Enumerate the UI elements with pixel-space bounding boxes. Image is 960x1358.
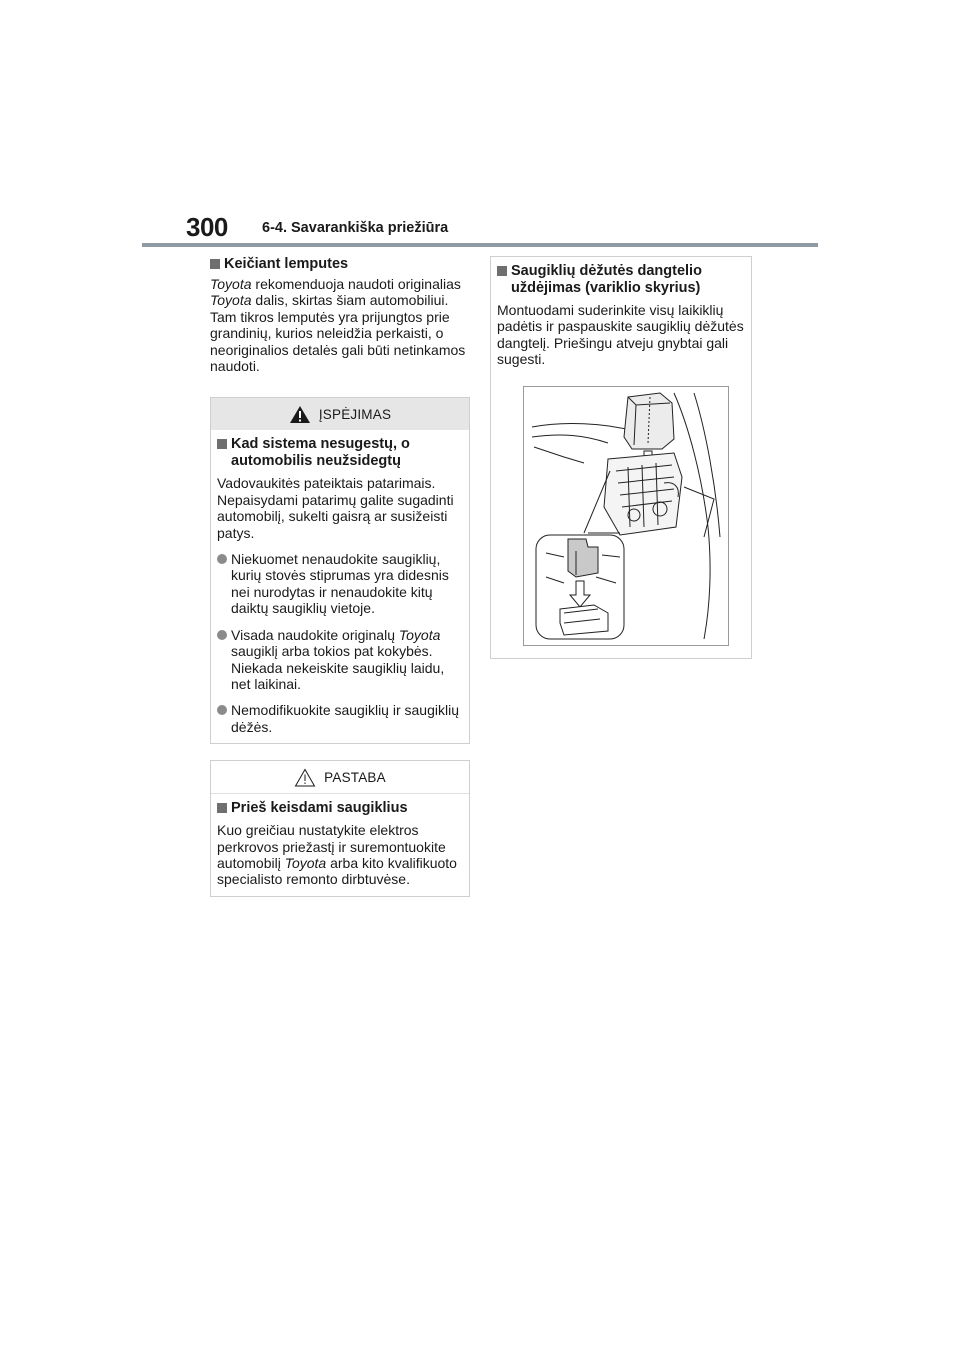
list-item <box>217 627 463 693</box>
intro-text: dalis, skirtas šiam automobiliui. Tam tikros lemputės yra prijungtos prie grandinių, kurios neleidžia perkaisti, o neoriginalios detalės gali būti netinkamos naudoti. <box>210 292 466 375</box>
notice-box <box>210 760 470 897</box>
left-column <box>210 256 470 897</box>
notice-subheading <box>217 800 463 817</box>
notice-body <box>211 794 469 896</box>
list-item <box>217 702 463 735</box>
square-bullet-icon <box>217 803 227 813</box>
bullet-text-part: Visada naudokite originalų <box>231 626 399 643</box>
caution-triangle-icon <box>294 768 316 787</box>
section-heading-fuse-cover <box>497 263 745 297</box>
list-item <box>217 551 463 617</box>
notice-subtitle: Prieš keisdami saugiklius <box>231 800 408 817</box>
fuse-cover-text: Montuodami suderinkite visų laikiklių padėtis ir paspauskite saugiklių dėžutės dangtelį. Priešingu atveju gnybtai gali sugesti. <box>497 302 744 368</box>
engine-bay-fuse-box-drawing <box>524 387 728 645</box>
square-bullet-icon <box>497 266 507 276</box>
notice-text-part: arba kito kvalifikuoto specialisto remonto dirbtuvėse. <box>217 854 457 888</box>
brand-name: Toyota <box>210 292 252 309</box>
warning-text: Vadovaukitės pateiktais patarimais. Nepaisydami patarimų galite sugadinti automobilį, sukelti gaisrą ar susižeisti patys. <box>217 475 454 541</box>
warning-box <box>210 397 470 744</box>
section-heading-bulbs <box>210 256 470 273</box>
brand-name: Toyota <box>210 276 252 292</box>
bullet-text <box>231 627 463 693</box>
header-rule <box>142 243 818 247</box>
warning-body <box>211 430 469 743</box>
intro-text: rekomenduoja naudoti originalias <box>251 276 461 292</box>
warning-subheading <box>217 436 463 470</box>
square-bullet-icon <box>210 259 220 269</box>
warning-subtitle: Kad sistema nesugestų, o automobilis neužsidegtų <box>231 436 410 470</box>
page-number: 300 <box>186 212 228 242</box>
round-bullet-icon <box>217 705 227 715</box>
bullet-text-part: saugiklį arba tokios pat kokybės. Niekada nekeiskite saugiklių laidu, net laikinai. <box>231 643 445 692</box>
fuse-cover-panel <box>490 256 752 659</box>
warning-header <box>211 398 469 430</box>
section-title: Saugiklių dėžutės dangtelio uždėjimas (variklio skyrius) <box>511 263 702 296</box>
square-bullet-icon <box>217 439 227 449</box>
notice-text <box>217 822 463 888</box>
notice-label: PASTABA <box>324 769 386 785</box>
round-bullet-icon <box>217 554 227 564</box>
fuse-box-illustration <box>523 386 729 646</box>
right-column <box>490 256 752 659</box>
chapter-title: 6-4. Savarankiška priežiūra <box>262 220 449 236</box>
brand-name: Toyota <box>398 626 441 643</box>
warning-label: ĮSPĖJIMAS <box>318 406 392 422</box>
notice-text-part: Kuo greičiau nustatykite elektros perkrovos priežastį ir suremontuokite automobilį <box>217 822 446 871</box>
intro-paragraph <box>210 276 470 374</box>
notice-header <box>211 761 469 794</box>
bullet-text: Nemodifikuokite saugiklių ir saugiklių dėžės. <box>231 702 459 735</box>
warning-triangle-icon <box>289 405 311 424</box>
brand-name: Toyota <box>284 854 327 871</box>
round-bullet-icon <box>217 630 227 640</box>
bullet-text: Niekuomet nenaudokite saugiklių, kurių stovės stiprumas yra didesnis nei nurodytas ir nenaudokite kitų daiktų saugiklių vietoje. <box>231 551 449 617</box>
section-title: Keičiant lemputes <box>224 256 349 272</box>
